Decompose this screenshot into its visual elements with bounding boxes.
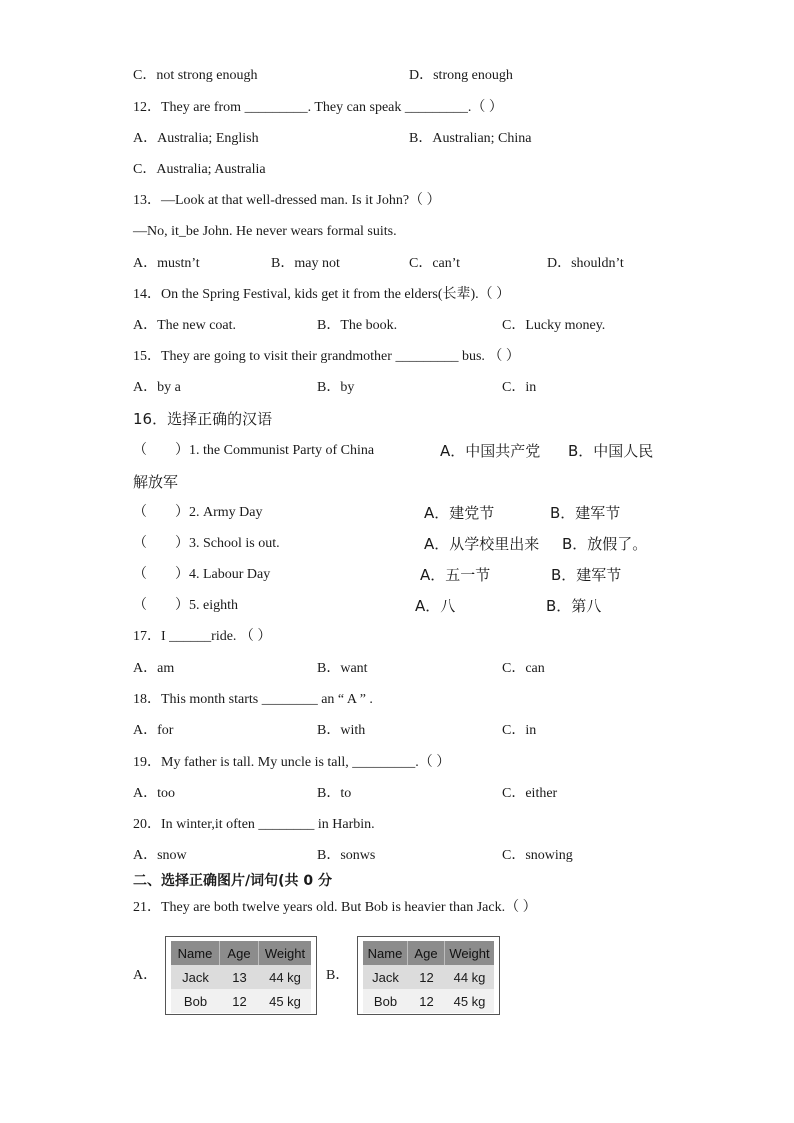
q16-stem: 16．选择正确的汉语 — [133, 410, 273, 428]
q21-table-a-cell: Bob — [171, 989, 220, 1013]
q16-item-2-option-b: B．建军节 — [550, 504, 621, 522]
q21-table-a-cell: 45 kg — [259, 989, 311, 1013]
q21-table-b-cell: 12 — [408, 965, 445, 989]
q18-stem: 18．This month starts ________ an “ A ” . — [133, 692, 373, 707]
q16-item-2-option-a: A．建党节 — [424, 504, 495, 522]
q21-table-b-header-name: Name — [363, 941, 408, 965]
q19-option-c: C．either — [502, 786, 558, 801]
q21-table-a-header-age: Age — [220, 941, 259, 965]
q16-item-1: （ ）1. the Communist Party of China — [133, 443, 375, 458]
q21-option-b-label: B． — [326, 968, 350, 983]
q21-table-a-cell: 13 — [220, 965, 259, 989]
q18-option-b: B．with — [317, 723, 366, 738]
q20-option-a: A．snow — [133, 848, 187, 863]
q21-table-b-header — [363, 941, 494, 965]
q12-option-b: B．Australian; China — [409, 131, 532, 146]
q12-stem: 12．They are from _________. They can speak _________.（ ） — [133, 100, 503, 115]
q19-option-a: A．too — [133, 786, 175, 801]
q16-item-5-option-a: A．八 — [415, 597, 456, 615]
q21-table-b-cell: 12 — [408, 989, 445, 1013]
q13-option-b: B．may not — [271, 256, 340, 271]
q21-table-a-header-weight: Weight — [259, 941, 311, 965]
q19-option-b: B．to — [317, 786, 352, 801]
q15-option-c: C．in — [502, 380, 537, 395]
q21-table-b-cell: Jack — [363, 965, 408, 989]
q20-option-b: B．sonws — [317, 848, 376, 863]
q21-table-a-header — [171, 941, 311, 965]
q20-stem: 20．In winter,it often ________ in Harbin. — [133, 817, 375, 832]
q18-option-a: A．for — [133, 723, 174, 738]
q16-item-1-option-a: A．中国共产党 — [440, 442, 541, 460]
q16-item-3-option-a: A．从学校里出来 — [424, 535, 540, 553]
q21-option-b-image — [357, 936, 500, 1015]
table-row — [363, 989, 494, 1013]
q14-stem: 14．On the Spring Festival, kids get it from the elders(长辈).（ ） — [133, 287, 511, 302]
q21-table-b-header-age: Age — [408, 941, 445, 965]
q16-item-4-option-b: B．建军节 — [551, 566, 622, 584]
q15-option-a: A．by a — [133, 380, 181, 395]
q13-option-c: C．can’t — [409, 256, 461, 271]
q21-option-a-label: A． — [133, 968, 158, 983]
q21-table-b-cell: 45 kg — [445, 989, 494, 1013]
q21-table-a-header-name: Name — [171, 941, 220, 965]
table-row — [363, 965, 494, 989]
q11-option-c: C．not strong enough — [133, 68, 258, 83]
q21-table-b — [363, 941, 494, 1013]
q17-option-b: B．want — [317, 661, 368, 676]
table-row — [171, 965, 311, 989]
q20-option-c: C．snowing — [502, 848, 573, 863]
q16-item-4: （ ）4. Labour Day — [133, 567, 271, 582]
q21-stem: 21．They are both twelve years old. But Bob is heavier than Jack.（ ） — [133, 900, 537, 915]
q16-item-2: （ ）2. Army Day — [133, 505, 263, 520]
q13-stem: 13．—Look at that well-dressed man. Is it John?（ ） — [133, 193, 441, 208]
q19-stem: 19．My father is tall. My uncle is tall, _________.（ ） — [133, 755, 451, 770]
table-row — [171, 989, 311, 1013]
q16-item-4-option-a: A．五一节 — [420, 566, 491, 584]
q21-table-b-cell: Bob — [363, 989, 408, 1013]
q16-item-1-option-b: B．中国人民 — [568, 442, 654, 460]
q15-option-b: B．by — [317, 380, 355, 395]
q21-table-b-header-weight: Weight — [445, 941, 494, 965]
q14-option-a: A．The new coat. — [133, 318, 237, 333]
q13-option-d: D．shouldn’t — [547, 256, 624, 271]
q12-option-c: C．Australia; Australia — [133, 162, 266, 177]
q16-item-5-option-b: B．第八 — [546, 597, 602, 615]
q12-option-a: A．Australia; English — [133, 131, 259, 146]
q16-item-3-option-b: B．放假了。 — [562, 535, 648, 553]
q14-option-b: B．The book. — [317, 318, 398, 333]
q21-option-a-image — [165, 936, 317, 1015]
q16-item-5: （ ）5. eighth — [133, 598, 238, 613]
q14-option-c: C．Lucky money. — [502, 318, 606, 333]
q13-option-a: A．mustn’t — [133, 256, 200, 271]
q21-table-a — [171, 941, 311, 1013]
q11-option-d: D．strong enough — [409, 68, 513, 83]
q21-table-a-cell: 12 — [220, 989, 259, 1013]
q16-item-1-wrap: 解放军 — [133, 473, 179, 491]
q15-stem: 15．They are going to visit their grandmother _________ bus. （ ） — [133, 349, 520, 364]
q17-option-c: C．can — [502, 661, 545, 676]
q13-stem-2: —No, it_be John. He never wears formal suits. — [133, 224, 397, 239]
q17-stem: 17．I ______ride. （ ） — [133, 629, 272, 644]
q21-table-a-cell: 44 kg — [259, 965, 311, 989]
q21-table-b-cell: 44 kg — [445, 965, 494, 989]
q16-item-3: （ ）3. School is out. — [133, 536, 280, 551]
q17-option-a: A．am — [133, 661, 175, 676]
q21-table-a-cell: Jack — [171, 965, 220, 989]
q18-option-c: C．in — [502, 723, 537, 738]
section-2-title: 二、选择正确图片/词句(共 0 分 — [133, 873, 333, 889]
